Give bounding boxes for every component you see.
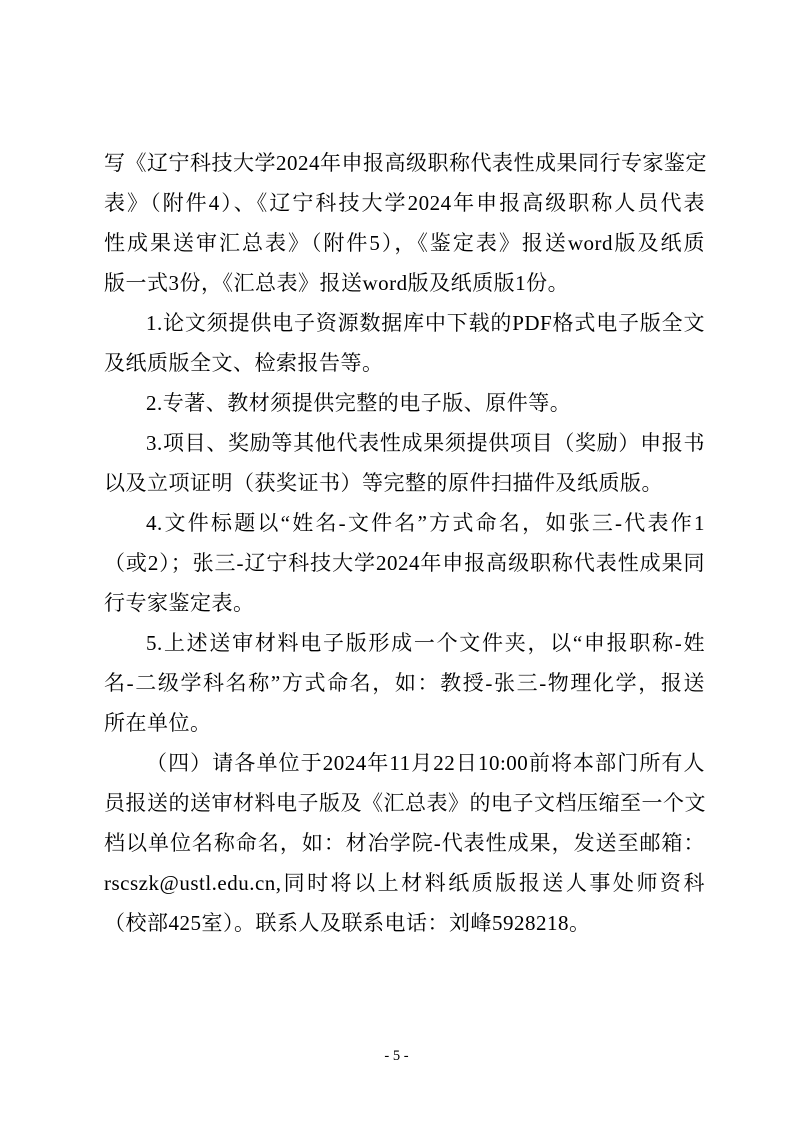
text-line: 行专家鉴定表。 xyxy=(104,591,255,615)
paragraph-item-5-folder-naming xyxy=(104,623,705,743)
text-line: （或2）；张三-辽宁科技大学2024年申报高级职称代表性成果同 xyxy=(104,551,705,575)
text-line: 3.项目、奖励等其他代表性成果须提供项目（奖励）申报书 xyxy=(146,431,705,455)
text-line: 以及立项证明（获奖证书）等完整的原件扫描件及纸质版。 xyxy=(104,471,663,495)
text-line: 1.论文须提供电子资源数据库中下载的PDF格式电子版全文 xyxy=(146,311,705,335)
text-line: 员报送的送审材料电子版及《汇总表》的电子文档压缩至一个文 xyxy=(104,791,706,815)
paragraph-item-1-papers xyxy=(104,303,705,383)
text-line: （四）请各单位于2024年11月22日10:00前将本部门所有人 xyxy=(146,751,705,775)
text-line: 所在单位。 xyxy=(104,711,212,735)
text-line: rscszk@ustl.edu.cn,同时将以上材料纸质版报送人事处师资科 xyxy=(104,871,705,895)
text-line: 及纸质版全文、检索报告等。 xyxy=(104,351,384,375)
text-line: 4.文件标题以“姓名-文件名”方式命名，如张三-代表作1 xyxy=(146,511,705,535)
text-line: 档以单位名称命名，如：材冶学院-代表性成果，发送至邮箱： xyxy=(104,831,705,855)
document-body xyxy=(104,143,705,943)
text-line: （校部425室）。联系人及联系电话：刘峰5928218。 xyxy=(104,911,591,935)
paragraph-materials-forms xyxy=(104,143,705,303)
text-line: 5.上述送审材料电子版形成一个文件夹，以“申报职称-姓 xyxy=(146,631,705,655)
paragraph-item-4-file-naming xyxy=(104,503,705,623)
text-line: 性成果送审汇总表》（附件5），《鉴定表》报送word版及纸质 xyxy=(104,231,705,255)
text-line: 表》（附件4）、《辽宁科技大学2024年申报高级职称人员代表 xyxy=(104,191,705,215)
text-line: 写《辽宁科技大学2024年申报高级职称代表性成果同行专家鉴定 xyxy=(104,151,707,175)
page-number: - 5 - xyxy=(384,1048,409,1064)
paragraph-item-3-projects xyxy=(104,423,705,503)
paragraph-item-2-monographs xyxy=(104,383,705,423)
text-line: 版一式3份，《汇总表》报送word版及纸质版1份。 xyxy=(104,271,570,295)
text-line: 名-二级学科名称”方式命名，如：教授-张三-物理化学，报送 xyxy=(104,671,705,695)
text-line: 2.专著、教材须提供完整的电子版、原件等。 xyxy=(146,391,572,415)
paragraph-section-4-submission xyxy=(104,743,705,943)
